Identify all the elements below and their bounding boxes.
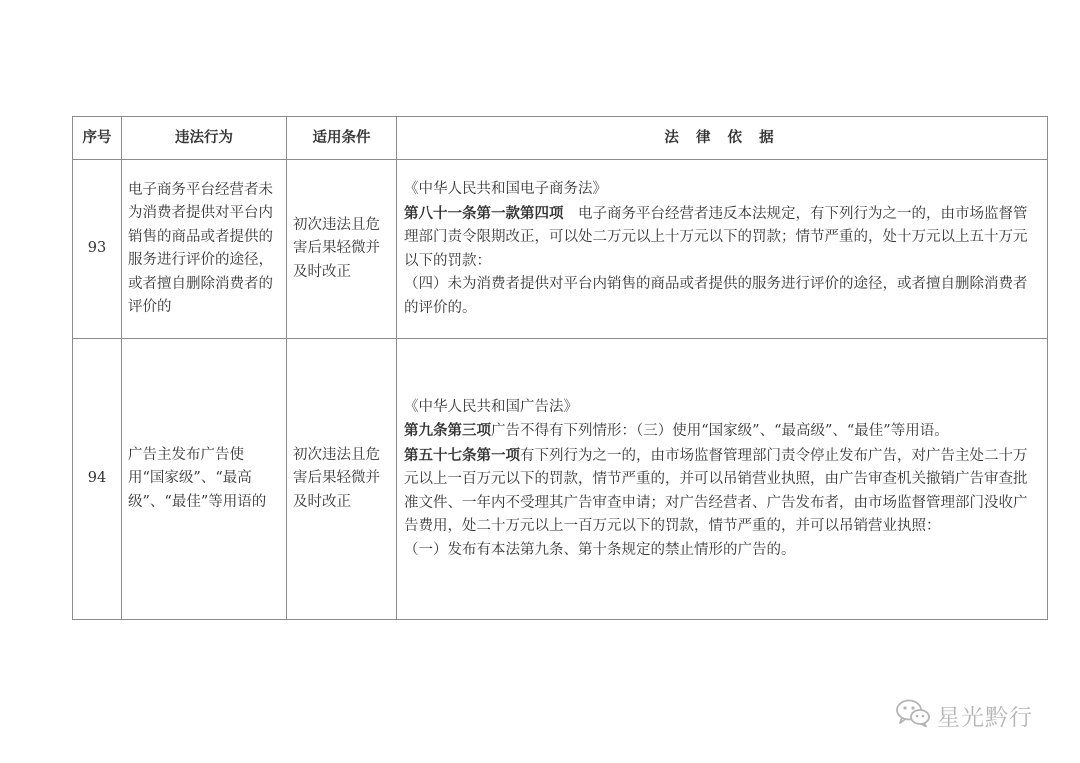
law-item: （四）未为消费者提供对平台内销售的商品或者提供的服务进行评价的途径，或者擅自删除消费者的评价的。 [404, 276, 1028, 316]
row-number: 93 [73, 160, 122, 339]
watermark-text: 星光黔行 [937, 704, 1033, 731]
legal-basis-cell [397, 339, 1048, 620]
header-act: 违法行为 [122, 117, 287, 160]
violation-cell: 广告主发布广告使用“国家级”、“最高级”、“最佳”等用语的 [122, 339, 287, 620]
header-cond: 适用条件 [287, 117, 397, 160]
law-clause [404, 419, 1041, 444]
law-clause [404, 444, 1041, 539]
header-law: 法 律 依 据 [397, 117, 1048, 160]
table-row [73, 339, 1048, 620]
row-number: 94 [73, 339, 122, 620]
condition-cell: 初次违法且危害后果轻微并及时改正 [287, 339, 397, 620]
regulation-table [72, 116, 1048, 620]
clause-text: 广告不得有下列情形：（三）使用“国家级”、“最高级”、“最佳”等用语。 [491, 423, 949, 440]
table-header-row [73, 117, 1048, 160]
condition-cell: 初次违法且危害后果轻微并及时改正 [287, 160, 397, 339]
law-title: 《中华人民共和国电子商务法》 [404, 181, 607, 197]
violation-cell: 电子商务平台经营者未为消费者提供对平台内销售的商品或者提供的服务进行评价的途径，或者擅自删除消费者的评价的 [122, 160, 287, 339]
legal-basis-cell [397, 160, 1048, 339]
law-clause [404, 202, 1041, 274]
law-title: 《中华人民共和国广告法》 [404, 398, 578, 415]
clause-number: 第五十七条第一项 [404, 446, 520, 464]
clause-number: 第八十一条第一款第四项 [404, 204, 564, 222]
clause-text: 电子商务平台经营者违反本法规定，有下列行为之一的，由市场监督管理部门责令限期改正，可以处二万元以上十万元以下的罚款；情节严重的，处十万元以上五十万元以下的罚款： [404, 205, 1028, 269]
clause-text: 有下列行为之一的，由市场监督管理部门责令停止发布广告，对广告主处二十万元以上一百万元以下的罚款，情节严重的，并可以吊销营业执照，由广告审查机关撤销广告审查批准文件、一年内不受理其广告审查申请；对广告经营者、广告发布者，由市场监督管理部门没收广告费用，处二十万元以上一百万元以下的罚款，情节严重的，并可以吊销营业执照： [404, 447, 1028, 535]
watermark [895, 697, 1033, 733]
wechat-icon [895, 698, 931, 732]
table-row [73, 160, 1048, 339]
regulation-table-container [72, 116, 1047, 620]
law-item: （一）发布有本法第九条、第十条规定的禁止情形的广告的。 [404, 541, 796, 558]
header-num: 序号 [73, 117, 122, 160]
clause-number: 第九条第三项 [404, 422, 491, 440]
